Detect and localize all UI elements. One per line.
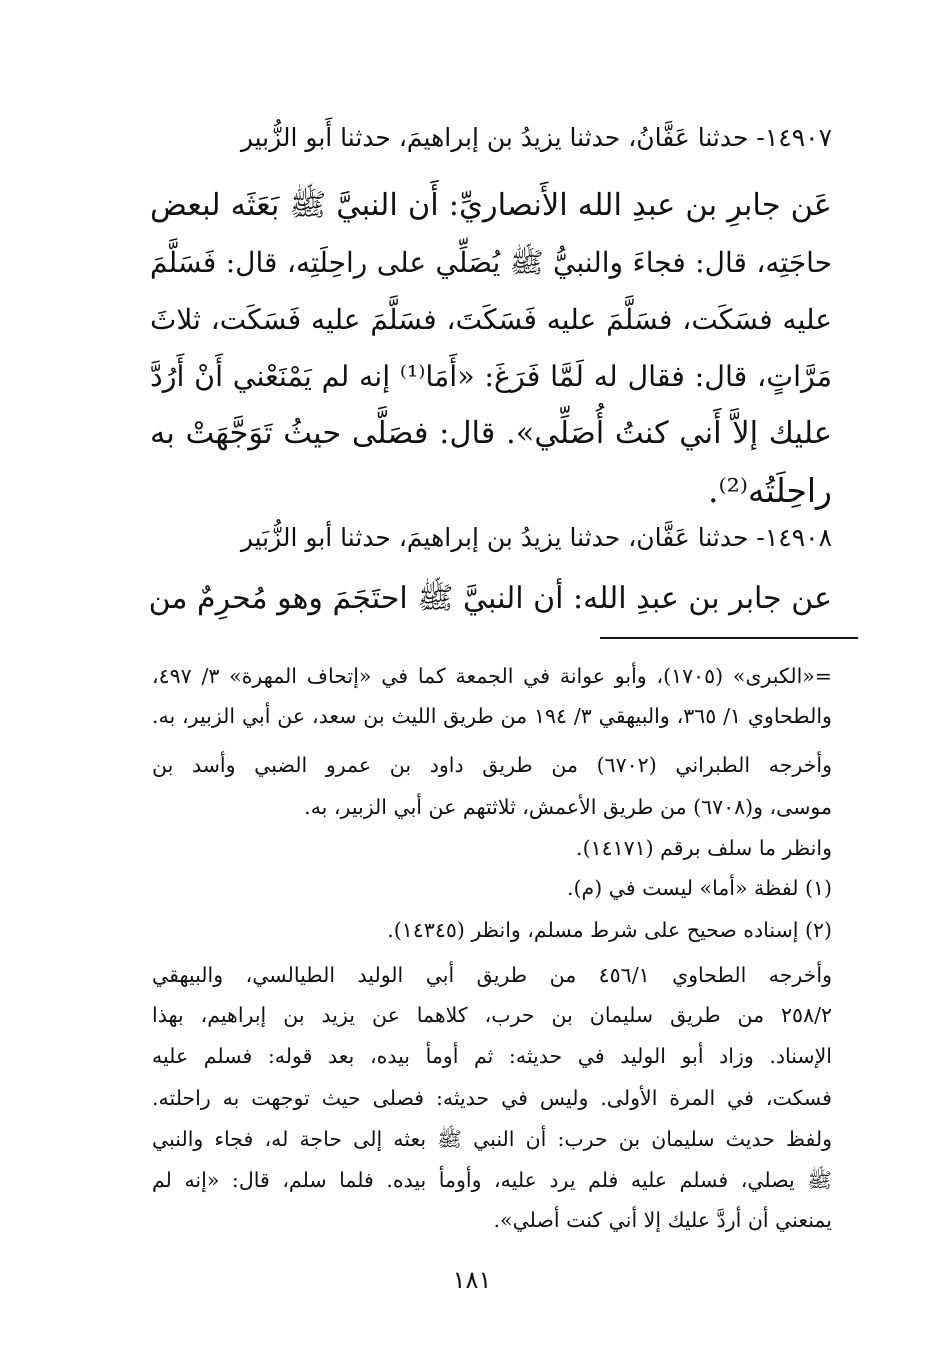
footnote-line-12: ولفظ حديث سليمان بن حرب: أن النبي ﷺ بعثه إلى حاجة له، فجاء والنبي [152,1127,833,1151]
footnote-line-4: موسى، و(٦٧٠٨) من طريق الأعمش، ثلاثتهم عن أبي الزبير، به. [304,795,832,819]
footnote-separator [600,637,858,639]
footnote-line-1: =«الكبرى» (١٧٠٥)، وأبو عوانة في الجمعة كما في «إتحاف المهرة» ٣/ ٤٩٧، [152,664,832,688]
footnote-line-7: (٢) إسناده صحيح على شرط مسلم، وانظر (١٤٣٤٥). [387,918,832,942]
hadith-14907-line-5: عليك إلاَّ أَني كنتُ أُصَلِّي». قال: فصَلَّى حيثُ تَوَجَّهَتْ به [150,416,832,451]
hadith-14907-line-2: حاجَتِه، قال: فجاءَ والنبيُّ ﷺ يُصَلِّي على راحِلَتِه، قال: فَسَلَّمَ [150,246,832,279]
footnote-line-3: وأخرجه الطبراني (٦٧٠٢) من طريق داود بن عمرو الضبي وأسد بن [152,753,833,777]
footnote-line-8: وأخرجه الطحاوي ٤٥٦/١ من طريق أبي الوليد الطيالسي، والبيهقي [152,963,832,987]
hadith-14907-line-6: راحِلَتُه⁽²⁾. [707,471,832,510]
hadith-14907-line-1: عَن جابرِ بن عبدِ الله الأَنصاريِّ: أَن النبيَّ ﷺ بَعَثَه لبعض [150,188,832,223]
hadith-14907-line-3: عليه فسَكَت، فسَلَّمَ عليه فَسَكَتَ، فسَلَّمَ عليه فَسَكَت، ثلاثَ [150,303,832,336]
footnote-line-11: فسكت، في المرة الأولى. وليس في حديثه: فصلى حيث توجهت به راحلته. [152,1086,832,1110]
hadith-14907-line-4: مَرَّاتٍ، قال: فقال له لَمَّا فَرَغَ: «أَمَا⁽¹⁾ إنه لم يَمْنَعْني أَنْ أَرُدَّ [150,360,832,393]
page-number: ١٨١ [452,1266,492,1294]
hadith-14907-header: ١٤٩٠٧- حدثنا عَفَّانُ، حدثنا يزيدُ بن إبراهيمَ، حدثنا أَبو الزُّبير [240,123,832,152]
footnote-line-10: الإسناد. وزاد أبو الوليد في حديثه: ثم أومأ بيده، بعد قوله: فسلم عليه [152,1044,832,1068]
footnote-line-14: يمنعني أن أردَّ عليك إلا أني كنت أصلي». [493,1208,832,1232]
footnote-line-6: (١) لفظة «أما» ليست في (م). [567,876,832,900]
hadith-14908-line-1: عن جابر بن عبدِ الله: أن النبيَّ ﷺ احتَجَمَ وهو مُحرِمٌ من [148,581,832,616]
footnote-line-13: ﷺ يصلي، فسلم عليه فلم يرد عليه، وأومأ بيده. فلما سلم، قال: «إنه لم [152,1168,832,1192]
footnote-line-2: والطحاوي ١/ ٣٦٥، والبيهقي ٣/ ١٩٤ من طريق الليث بن سعد، عن أبي الزبير، به. [152,704,832,728]
hadith-14908-header: ١٤٩٠٨- حدثنا عَفَّان، حدثنا يزيدُ بن إبراهيمَ، حدثنا أبو الزُّبَير [240,523,832,552]
footnote-line-9: ٢٥٨/٢ من طريق سليمان بن حرب، كلاهما عن يزيد بن إبراهيم، بهذا [152,1003,832,1027]
footnote-line-5: وانظر ما سلف برقم (١٤١٧١). [576,836,832,860]
